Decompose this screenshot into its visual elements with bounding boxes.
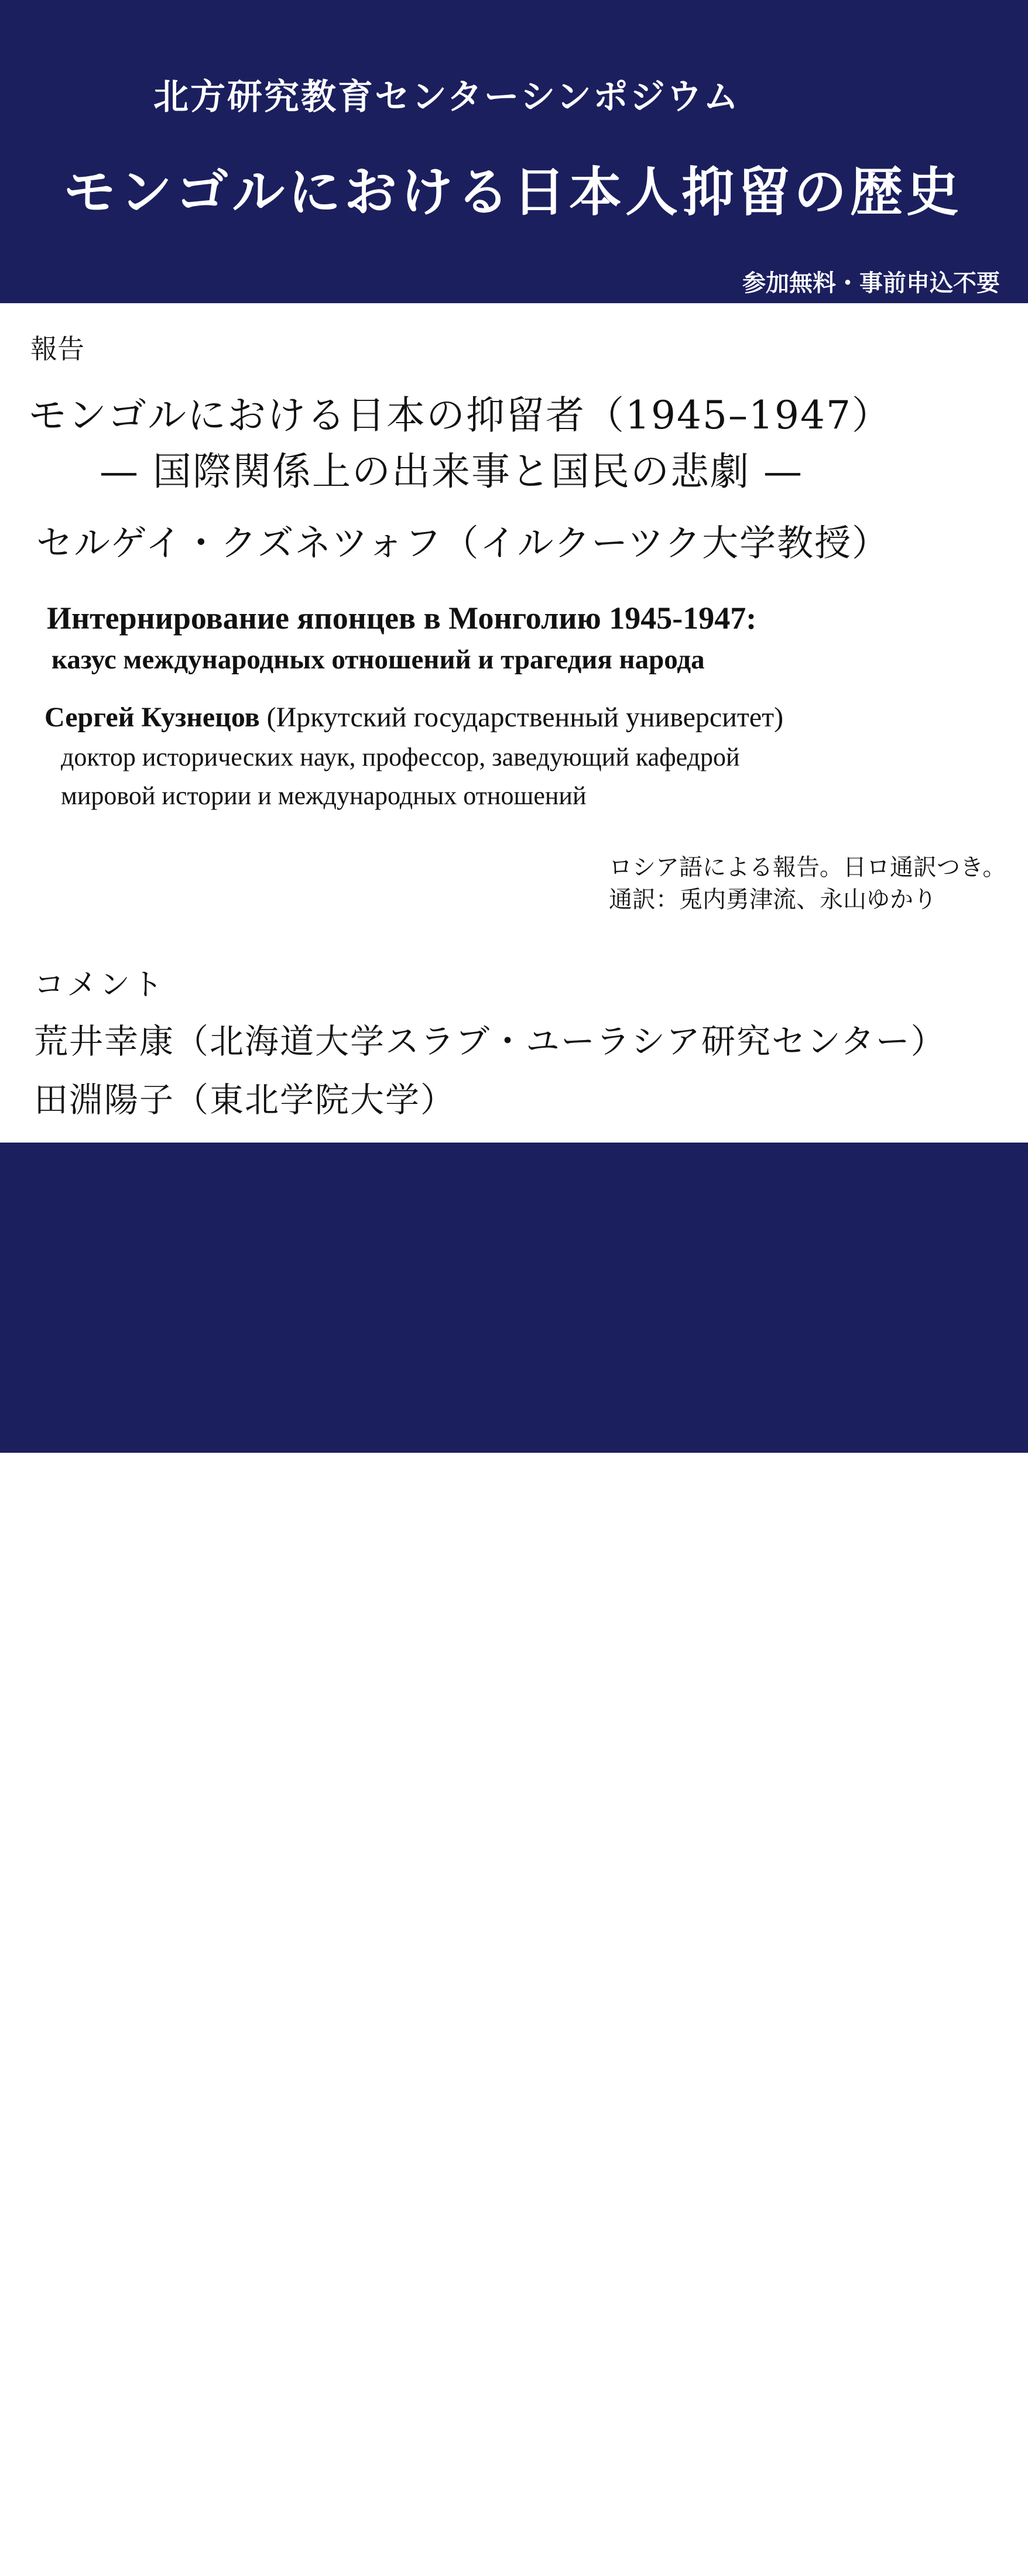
event-date: 日時：2018年1月26日（金）18:00 ～ 20:30 bbox=[49, 2321, 743, 2358]
comment-heading: コメント bbox=[34, 968, 166, 1003]
russian-speaker-affiliation: (Иркутский государственный университет) bbox=[259, 702, 784, 733]
report-heading: 報告 bbox=[30, 333, 84, 365]
commenter: 田淵陽子（東北学院大学） bbox=[34, 1080, 456, 1120]
admission-note: 参加無料・事前申込不要 bbox=[742, 270, 1000, 297]
russian-speaker bbox=[44, 701, 783, 733]
russian-title-line-1: Интернирование японцев в Монголию 1945-1947: bbox=[47, 601, 757, 636]
russian-role-line-1: доктор исторических наук, профессор, заведующий кафедрой bbox=[61, 743, 740, 771]
event-cosponsor-line-2: 関する総合的研究」 bbox=[150, 2537, 445, 2574]
center-name: 北方研究教育センターシンポジウム bbox=[153, 77, 741, 118]
talk-subtitle: — 国際関係上の出来事と国民の悲劇 — bbox=[100, 449, 803, 494]
event-organizer: 主催：北海道大学大学院文学研究科 北方研究教育センター bbox=[49, 2436, 912, 2472]
talk-title: モンゴルにおける日本の抑留者（1945–1947） bbox=[28, 393, 892, 438]
russian-role-line-2: мировой истории и международных отношений bbox=[61, 781, 587, 810]
interpreters: 通訳：兎内勇津流、永山ゆかり bbox=[609, 886, 937, 913]
info-band bbox=[0, 1143, 1028, 2574]
commenter: 荒井幸康（北海道大学スラブ・ユーラシア研究センター） bbox=[34, 1021, 946, 1061]
interpretation-note: ロシア語による報告。日ロ通訳つき。 bbox=[609, 854, 1006, 881]
russian-speaker-name: Сергей Кузнецов bbox=[44, 702, 260, 733]
header-band bbox=[0, 0, 1028, 303]
event-title: モンゴルにおける日本人抑留の歴史 bbox=[63, 161, 962, 223]
event-venue: 場所：北海道大学人文・社会科学教育研究棟 W201 室 bbox=[49, 2375, 856, 2412]
speaker-japanese: セルゲイ・クズネツォフ（イルクーツク大学教授） bbox=[36, 522, 890, 564]
event-cosponsor-line-1: 共催：科研基盤研究(A)「日ソ戦争および戦後の引揚・抑留に bbox=[49, 2494, 952, 2531]
russian-title-line-2: казус международных отношений и трагедия народа bbox=[52, 644, 705, 675]
